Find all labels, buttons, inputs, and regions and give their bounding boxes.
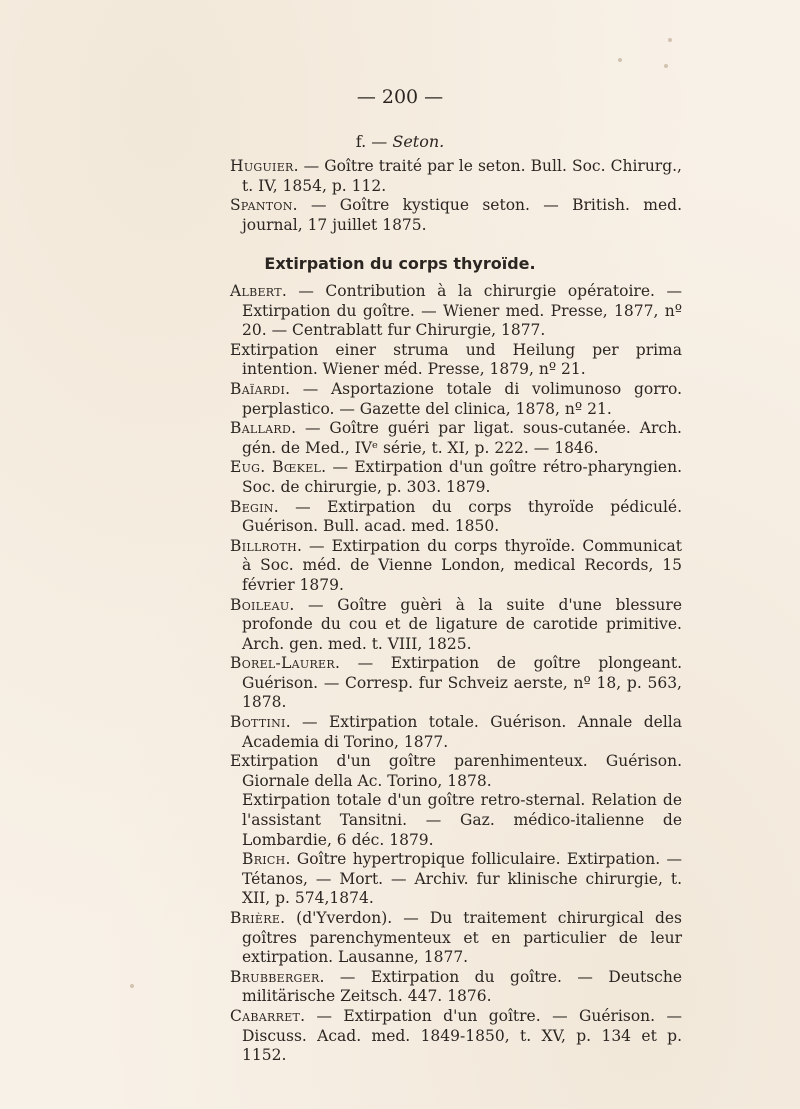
entry-text: . — Contribution à la chirurgie opératoire. — Extirpation du goître. — Wiener med. Presse, 1877, nº 20. — Centrablatt fur Chirurgie, 1877.	[242, 282, 682, 340]
extirpation-entries	[230, 282, 682, 1066]
bibliography-entry	[230, 282, 682, 341]
subsection-letter: f. —	[355, 132, 393, 151]
bibliography-entry	[230, 752, 682, 791]
bibliography-entry	[230, 458, 682, 497]
entry-text: . — Goître kystique seton. — British. med. journal, 17 juillet 1875.	[242, 196, 682, 234]
entry-text: . — Goître guéri par ligat. sous-cutanée. Arch. gén. de Med., IVᵉ série, t. XI, p. 222. — 1846.	[242, 419, 682, 457]
entry-text: . — Asportazione totale di volimunoso gorro. perplastico. — Gazette del clinica, 1878, nº 21.	[242, 379, 682, 418]
entry-author: Albert	[230, 282, 282, 300]
entry-text: . (d'Yverdon). — Du traitement chirurgical des goîtres parenchymenteux et en particulier de leur extirpation. Lausanne, 1877.	[242, 909, 682, 967]
bibliography-entry	[230, 380, 682, 419]
bibliography-entry	[230, 196, 682, 235]
entry-text: Extirpation d'un goître parenhimenteux. Guérison. Giornale della Ac. Torino, 1878.	[230, 752, 682, 790]
entry-author: Borel-Laurer	[230, 654, 335, 673]
entry-author: Billroth	[230, 536, 297, 555]
paper-speck	[664, 64, 668, 68]
entry-author: Spanton	[230, 196, 293, 215]
bibliography-entry	[230, 157, 682, 196]
page-number: — 200 —	[356, 86, 444, 108]
bibliography-entry	[230, 1007, 682, 1066]
entry-text: . — Extirpation de goître plongeant. Guérison. — Corresp. fur Schveiz aerste, nº 18, p. 563, 1878.	[242, 654, 682, 712]
bibliography-entry	[230, 341, 682, 380]
entry-text: . Goître hypertropique folliculaire. Extirpation. — Tétanos, — Mort. — Archiv. fur klinische chirurgie, t. XII, p. 574,1874.	[242, 850, 682, 908]
entry-text: . — Extirpation du corps thyroïde. Communicat à Soc. méd. de Vienne London, medical Records, 15 février 1879.	[242, 536, 682, 594]
subsection-label: Seton.	[392, 132, 445, 151]
entry-author: Brich	[242, 850, 286, 869]
entry-text: Extirpation einer struma und Heilung per prima intention. Wiener méd. Presse, 1879, nº 21.	[230, 340, 682, 379]
entry-author: Begin	[230, 497, 274, 516]
entry-author: Brière	[230, 909, 281, 927]
entry-author: Boileau	[230, 595, 290, 614]
bibliography-entry	[230, 968, 682, 1007]
bibliography-entry	[230, 850, 682, 909]
paper-speck	[668, 38, 672, 42]
paper-speck	[130, 984, 134, 988]
entry-author: Ballard	[230, 419, 292, 438]
bibliography-entry	[230, 419, 682, 458]
entry-author: Bottini	[230, 713, 286, 732]
entry-text: . — Extirpation d'un goître. — Guérison. — Discuss. Acad. med. 1849-1850, t. XV, p. 134 et p. 1152.	[242, 1006, 682, 1065]
entry-text: . — Extirpation du corps thyroïde pédiculé. Guérison. Bull. acad. med. 1850.	[242, 497, 682, 536]
bibliography-entry	[230, 498, 682, 537]
bibliography-entry	[230, 654, 682, 713]
entry-author: Brubberger	[230, 967, 320, 986]
bibliography-entry	[230, 596, 682, 655]
entry-text: . — Extirpation totale. Guérison. Annale della Academia di Torino, 1877.	[242, 713, 682, 751]
entry-author: Baïardi	[230, 379, 286, 398]
entry-text: . — Goître guèri à la suite d'une blessure profonde du cou et de ligature de carotide primitive. Arch. gen. med. t. VIII, 1825.	[242, 595, 682, 653]
entry-text: . — Extirpation d'un goître rétro-pharyngien. Soc. de chirurgie, p. 303. 1879.	[242, 458, 682, 496]
entry-text: . — Extirpation du goître. — Deutsche militärische Zeitsch. 447. 1876.	[242, 967, 682, 1006]
bibliography-entry	[230, 909, 682, 968]
section-heading: Extirpation du corps thyroïde.	[264, 254, 536, 273]
paper-speck	[618, 58, 622, 62]
subsection-title	[0, 132, 800, 151]
entry-author: Eug. Bœkel	[230, 458, 322, 477]
entry-author: Cabarret	[230, 1006, 301, 1025]
bibliography-entry	[230, 791, 682, 850]
bibliography-entry	[230, 713, 682, 752]
entry-text: Extirpation totale d'un goître retro-sternal. Relation de l'assistant Tansitni. — Gaz. médico-italienne de Lombardie, 6 déc. 1879.	[242, 791, 682, 849]
seton-entries	[230, 157, 682, 235]
entry-author: Huguier	[230, 157, 294, 175]
bibliography-entry	[230, 537, 682, 596]
entry-text: . — Goître traité par le seton. Bull. Soc. Chirurg., t. IV, 1854, p. 112.	[242, 157, 682, 195]
